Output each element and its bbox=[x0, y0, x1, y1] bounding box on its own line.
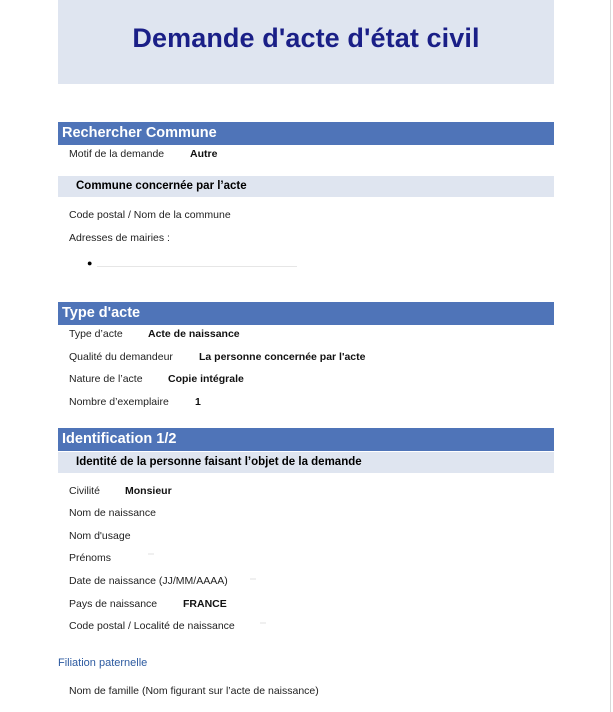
code-postal-commune-label: Code postal / Nom de la commune bbox=[69, 209, 231, 221]
document-header bbox=[58, 0, 554, 84]
row-adresses-mairies bbox=[69, 232, 170, 244]
nombre-exemplaire-label: Nombre d’exemplaire bbox=[69, 396, 169, 408]
date-naissance-label: Date de naissance (JJ/MM/AAAA) bbox=[69, 575, 228, 587]
row-localite-naissance bbox=[69, 620, 235, 632]
row-type-acte bbox=[69, 328, 240, 340]
redacted-value bbox=[260, 622, 266, 624]
row-pays-naissance bbox=[69, 598, 227, 610]
section-header-type-acte: Type d'acte bbox=[58, 302, 554, 325]
row-nature-acte bbox=[69, 373, 244, 385]
row-nom-usage bbox=[69, 530, 131, 542]
row-nom-famille bbox=[69, 685, 319, 697]
nom-naissance-label: Nom de naissance bbox=[69, 507, 156, 519]
pays-naissance-label: Pays de naissance bbox=[69, 598, 158, 610]
row-motif bbox=[69, 148, 218, 160]
nombre-exemplaire-value: 1 bbox=[195, 396, 201, 408]
section-header-identification: Identification 1/2 bbox=[58, 428, 554, 451]
localite-naissance-label: Code postal / Localité de naissance bbox=[69, 620, 235, 632]
nom-famille-label: Nom de famille (Nom figurant sur l’acte de naissance) bbox=[69, 685, 319, 697]
motif-label: Motif de la demande bbox=[69, 148, 165, 160]
civilite-label: Civilité bbox=[69, 485, 100, 497]
redacted-address bbox=[97, 266, 297, 267]
row-civilite bbox=[69, 485, 172, 497]
row-date-naissance bbox=[69, 575, 228, 587]
section-header-commune: Rechercher Commune bbox=[58, 122, 554, 145]
qualite-demandeur-value: La personne concernée par l'acte bbox=[199, 351, 366, 363]
subsection-identite: Identité de la personne faisant l’objet de la demande bbox=[58, 452, 554, 473]
redacted-value bbox=[250, 578, 256, 580]
nature-acte-value: Copie intégrale bbox=[168, 373, 244, 385]
nature-acte-label: Nature de l’acte bbox=[69, 373, 143, 385]
filiation-paternelle-title: Filiation paternelle bbox=[58, 657, 148, 669]
row-nombre-exemplaire bbox=[69, 396, 201, 408]
subsection-commune-concernee: Commune concernée par l’acte bbox=[58, 176, 554, 197]
redacted-value bbox=[148, 553, 154, 555]
row-qualite-demandeur bbox=[69, 351, 366, 363]
motif-value: Autre bbox=[190, 148, 218, 160]
pays-naissance-value: FRANCE bbox=[183, 598, 227, 610]
nom-usage-label: Nom d'usage bbox=[69, 530, 131, 542]
adresses-mairies-label: Adresses de mairies : bbox=[69, 232, 170, 244]
qualite-demandeur-label: Qualité du demandeur bbox=[69, 351, 173, 363]
document-title: Demande d'acte d'état civil bbox=[132, 22, 480, 53]
row-code-postal-commune bbox=[69, 209, 231, 221]
row-nom-naissance bbox=[69, 507, 156, 519]
civilite-value: Monsieur bbox=[125, 485, 172, 497]
type-acte-value: Acte de naissance bbox=[148, 328, 240, 340]
bullet-icon: ● bbox=[87, 258, 93, 268]
row-prenoms bbox=[69, 552, 111, 564]
type-acte-label: Type d’acte bbox=[69, 328, 123, 340]
prenoms-label: Prénoms bbox=[69, 552, 112, 564]
